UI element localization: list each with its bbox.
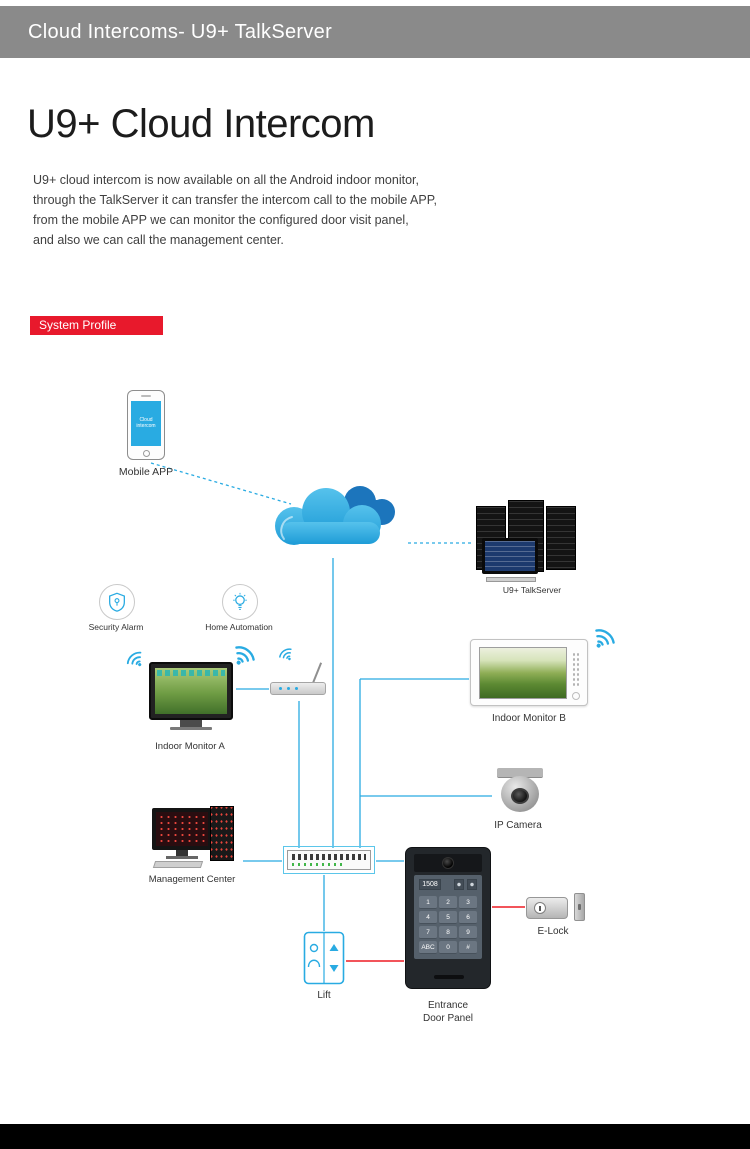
indoor-monitor-a-device [148, 656, 234, 736]
monitor-a-body [149, 662, 233, 720]
monitor-a-screen [155, 668, 227, 714]
mgmt-pc-tower [210, 806, 234, 861]
keypad-key: 4 [419, 911, 437, 924]
door-panel-label-line1: Entrance [427, 1000, 469, 1011]
indoor-monitor-a-label: Indoor Monitor A [155, 741, 225, 752]
server-monitor [482, 538, 538, 574]
mgmt-monitor-screen [156, 812, 208, 846]
phone-screen [131, 401, 161, 446]
management-center-label: Management Center [148, 874, 236, 885]
server-rack [546, 506, 576, 570]
monitor-a-base [170, 727, 212, 730]
ip-camera-device [494, 768, 546, 816]
monitor-a-app-icons [157, 670, 225, 676]
indoor-monitor-b-device [470, 639, 588, 706]
bottom-bar [0, 1124, 750, 1149]
monitor-b-button [572, 692, 580, 700]
door-panel-camera-area [414, 854, 482, 872]
mobile-app-label: Mobile APP [118, 466, 174, 478]
router-antenna [312, 662, 322, 683]
keypad-key: 9 [459, 926, 477, 939]
router-led [295, 687, 298, 690]
cloud-icon [260, 484, 410, 562]
talkserver-device [476, 498, 588, 586]
keypad-key: 3 [459, 896, 477, 909]
switch-ports [292, 854, 366, 860]
keypad-key: 1 [419, 896, 437, 909]
ip-camera-label: IP Camera [494, 820, 542, 831]
e-lock-label: E-Lock [537, 926, 569, 937]
intro-line: U9+ cloud intercom is now available on all the Android indoor monitor, [33, 173, 419, 187]
intro-line: and also we can call the management center. [33, 233, 284, 247]
page-title: U9+ Cloud Intercom [27, 102, 375, 146]
talkserver-label: U9+ TalkServer [502, 585, 562, 595]
entrance-door-panel-device [405, 847, 491, 989]
camera-dome [501, 776, 539, 812]
router-led [279, 687, 282, 690]
security-alarm-label: Security Alarm [88, 622, 144, 632]
cloud-text [532, 991, 632, 1021]
keypad-key: 0 [439, 941, 457, 954]
management-center-device [152, 806, 242, 868]
key-icon [454, 879, 464, 890]
mobile-app-device [127, 390, 165, 460]
intro-line: from the mobile APP we can monitor the configured door visit panel, [33, 213, 409, 227]
lock-strike-plate [574, 893, 585, 921]
door-panel-label-line2: Door Panel [422, 1013, 474, 1024]
wifi-router [270, 664, 328, 702]
indoor-monitor-b-label: Indoor Monitor B [492, 713, 566, 724]
network-switch [287, 850, 371, 870]
e-lock-device [526, 889, 588, 925]
mgmt-keyboard [153, 861, 203, 868]
security-alarm-node [99, 584, 135, 620]
banner-title: Cloud Intercoms- U9+ TalkServer [28, 21, 333, 43]
keypad-key: 2 [439, 896, 457, 909]
entrance-door-panel-label [403, 999, 493, 1025]
keypad-key: 8 [439, 926, 457, 939]
intro-line: through the TalkServer it can transfer the intercom call to the mobile APP, [33, 193, 437, 207]
router-led [287, 687, 290, 690]
keypad-key: ABC [419, 941, 437, 954]
door-panel-face [414, 875, 482, 959]
keypad-key: 5 [439, 911, 457, 924]
door-panel-display: 1508 [419, 879, 441, 890]
phone-home-button [143, 450, 150, 457]
bell-icon [467, 879, 477, 890]
door-panel-camera [442, 857, 454, 869]
monitor-b-screen [479, 647, 567, 699]
mgmt-monitor [152, 808, 212, 850]
monitor-b-speaker [572, 652, 581, 686]
section-badge: System Profile [30, 316, 163, 335]
shield-icon [106, 591, 128, 613]
phone-earpiece [141, 395, 151, 397]
mgmt-monitor-base [166, 856, 198, 859]
lift-label: Lift [317, 990, 331, 1001]
home-automation-node [222, 584, 258, 620]
bulb-icon [229, 591, 251, 613]
door-panel-keypad [419, 896, 477, 954]
monitor-a-stand [180, 720, 202, 727]
door-panel-speaker [434, 975, 464, 979]
cloud-text-line1: Cloud [563, 991, 601, 1006]
switch-leds [292, 863, 346, 866]
keypad-key: 7 [419, 926, 437, 939]
phone-screen-text: Cloud intercom [136, 417, 156, 429]
keypad-key: # [459, 941, 477, 954]
lock-keyhole-icon [534, 902, 546, 914]
camera-lens [511, 788, 529, 804]
home-automation-label: Home Automation [205, 622, 273, 632]
keypad-key: 6 [459, 911, 477, 924]
cloud-text-line2: Internet [558, 1006, 606, 1021]
server-monitor-screen [485, 541, 535, 571]
lift-icon [303, 931, 345, 985]
server-keyboard [486, 577, 536, 582]
lock-body [526, 897, 568, 919]
router-body [270, 682, 326, 695]
